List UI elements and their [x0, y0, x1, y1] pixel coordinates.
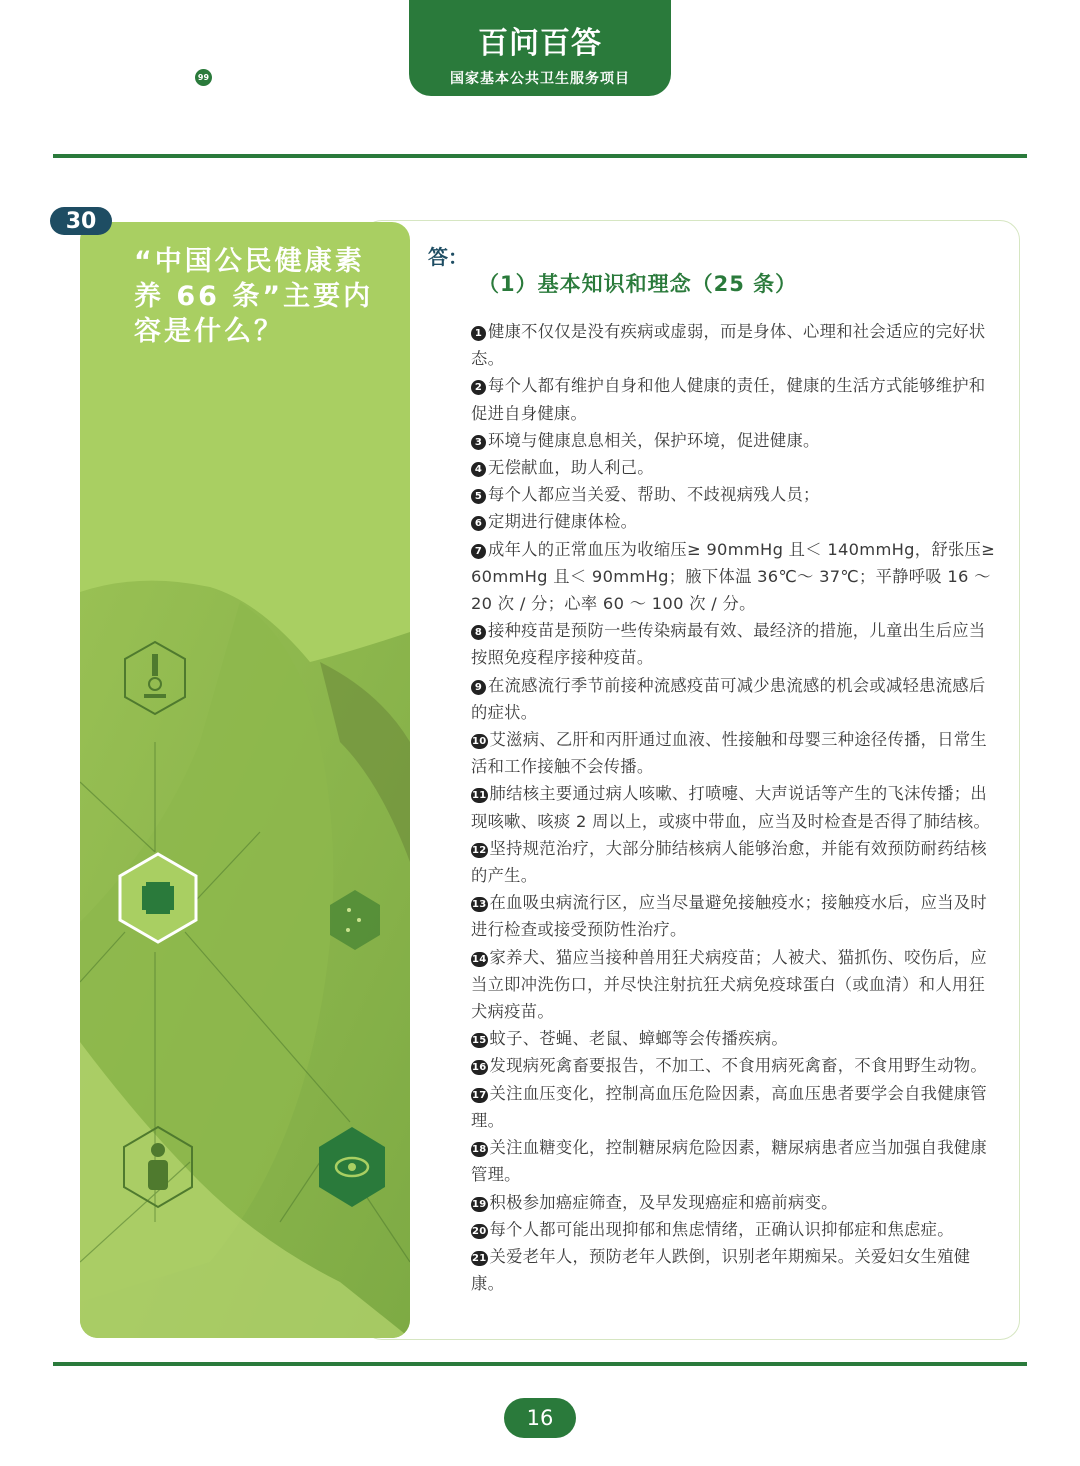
item-text: 关注血压变化，控制高血压危险因素，高血压患者要学会自我健康管理。	[471, 1083, 987, 1130]
item-text: 接种疫苗是预防一些传染病最有效、最经济的措施，儿童出生后应当按照免疫程序接种疫苗。	[471, 621, 986, 668]
list-item	[471, 1025, 998, 1052]
item-number-badge: 12	[472, 844, 487, 856]
item-text: 每个人都可能出现抑郁和焦虑情绪，正确认识抑郁症和焦虑症。	[489, 1219, 954, 1239]
list-item	[471, 536, 998, 618]
item-number-badge: 10	[472, 736, 487, 748]
item-text: 无偿献血，助人利己。	[488, 458, 654, 478]
item-number-badge: 2	[471, 380, 486, 395]
top-divider	[53, 154, 1027, 158]
item-text: 每个人都有维护自身和他人健康的责任，健康的生活方式能够维护和促进自身健康。	[471, 376, 986, 423]
list-item	[471, 481, 998, 508]
list-item	[471, 889, 998, 943]
list-item	[471, 318, 998, 372]
item-text: 关爱老年人，预防老年人跌倒，识别老年期痴呆。关爱妇女生殖健康。	[471, 1246, 971, 1294]
item-number-badge: 7	[471, 544, 486, 559]
item-number-badge: 14	[472, 953, 487, 965]
list-item	[471, 508, 998, 535]
section-title: （1）基本知识和理念（25 条）	[478, 272, 798, 296]
list-item	[471, 617, 998, 671]
item-number-badge: 17	[472, 1089, 487, 1101]
item-number-badge: 3	[471, 435, 486, 450]
list-item	[471, 1243, 998, 1297]
item-number-badge: 6	[471, 516, 486, 531]
item-number-badge: 4	[471, 462, 486, 477]
item-text: 坚持规范治疗，大部分肺结核病人能够治愈，并能有效预防耐药结核的产生。	[471, 838, 987, 886]
header-tab	[409, 0, 671, 96]
bottom-divider	[53, 1362, 1027, 1366]
item-number-badge: 9	[471, 680, 486, 695]
item-text: 定期进行健康体检。	[488, 512, 638, 532]
item-number-badge: 1	[471, 326, 486, 341]
header-subtitle: 国家基本公共卫生服务项目	[450, 71, 630, 87]
item-number-badge: 13	[472, 899, 487, 911]
item-text: 环境与健康息息相关，保护环境，促进健康。	[488, 430, 820, 450]
list-item	[471, 427, 998, 454]
item-text: 艾滋病、乙肝和丙肝通过血液、性接触和母婴三种途径传播，日常生活和工作接触不会传播。	[471, 730, 987, 777]
list-item	[471, 835, 998, 889]
list-item	[471, 944, 998, 1026]
item-text: 成年人的正常血压为收缩压≥ 90mmHg 且＜ 140mmHg，舒张压≥ 60mmHg 且＜ 90mmHg；腋下体温 36℃～ 37℃；平静呼吸 16 ～ 20 次 / 分；心率 60 ～ 100 次 / 分。	[471, 539, 996, 614]
item-number-badge: 15	[472, 1035, 487, 1047]
item-text: 关注血糖变化，控制糖尿病危险因素，糖尿病患者应当加强自我健康管理。	[471, 1138, 987, 1185]
list-item	[471, 454, 998, 481]
item-text: 家养犬、猫应当接种兽用狂犬病疫苗；人被犬、猫抓伤、咬伤后，应当立即冲洗伤口，并尽快注射抗狂犬病免疫球蛋白（或血清）和人用狂犬病疫苗。	[471, 947, 987, 1022]
item-number-badge: 5	[471, 489, 486, 504]
item-text: 在血吸虫病流行区，应当尽量避免接触疫水；接触疫水后，应当及时进行检查或接受预防性治疗。	[471, 893, 987, 940]
question-title: “中国公民健康素养 66 条”主要内容是什么？	[134, 246, 374, 347]
list-item	[471, 372, 998, 426]
brand-logo	[478, 18, 602, 62]
list-item	[471, 672, 998, 726]
question-panel	[80, 222, 410, 1338]
list-item	[471, 1080, 998, 1134]
item-text: 发现病死禽畜要报告，不加工、不食用病死禽畜，不食用野生动物。	[489, 1056, 987, 1076]
badge-99: 99	[195, 69, 212, 86]
item-number-badge: 18	[472, 1144, 487, 1156]
item-text: 肺结核主要通过病人咳嗽、打喷嚏、大声说话等产生的飞沫传播；出现咳嗽、咳痰 2 周以上，或痰中带血，应当及时检查是否得了肺结核。	[471, 784, 991, 831]
item-text: 在流感流行季节前接种流感疫苗可减少患流感的机会或减轻患流感后的症状。	[471, 675, 986, 722]
item-number-badge: 19	[472, 1198, 487, 1210]
panel-illustration	[80, 222, 410, 1338]
list-item	[471, 726, 998, 780]
list-item	[471, 1189, 998, 1216]
item-number-badge: 21	[472, 1252, 487, 1264]
page-number: 16	[504, 1398, 576, 1438]
list-item	[471, 1134, 998, 1188]
question-number: 30	[50, 207, 112, 235]
item-text: 每个人都应当关爱、帮助、不歧视病残人员；	[488, 485, 820, 505]
item-number-badge: 8	[471, 625, 486, 640]
item-text: 蚊子、苍蝇、老鼠、蟑螂等会传播疾病。	[489, 1029, 788, 1049]
answer-list	[471, 318, 998, 1297]
item-text: 健康不仅仅是没有疾病或虚弱，而是身体、心理和社会适应的完好状态。	[471, 322, 986, 369]
item-text: 积极参加癌症筛查，及早发现癌症和癌前病变。	[489, 1192, 838, 1212]
item-number-badge: 16	[472, 1062, 487, 1074]
item-number-badge: 11	[472, 790, 487, 802]
answer-label: 答：	[428, 245, 468, 269]
logo-text: 百问百答	[478, 26, 602, 61]
list-item	[471, 1052, 998, 1079]
item-number-badge: 20	[472, 1225, 487, 1237]
list-item	[471, 780, 998, 834]
list-item	[471, 1216, 998, 1243]
